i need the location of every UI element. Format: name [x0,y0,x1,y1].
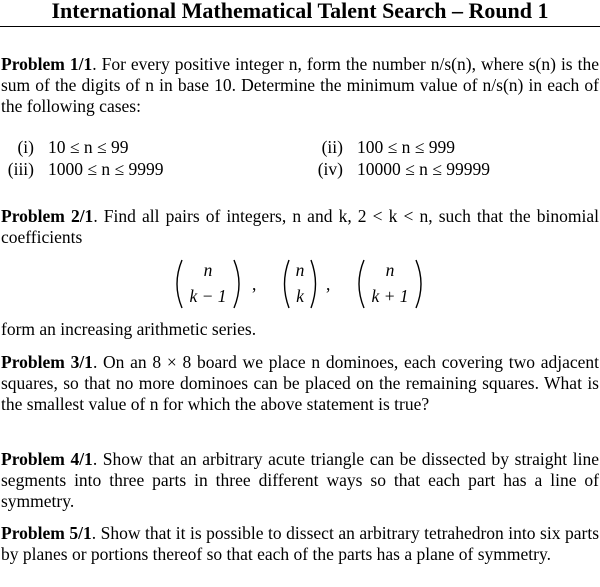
case-number: (i) [17,137,34,157]
case-number: (iii) [7,159,34,179]
case-number: (ii) [321,137,343,157]
binomial-2 [280,256,320,312]
problem-3-text: . On an 8 × 8 board we place n dominoes, each covering two adjacent squares, so that no more dominoes can be placed on the remaining squares. What is the smallest value of n for which the above statement is true? [1,352,600,414]
case-number: (iv) [317,159,343,179]
problem-5-text: . Show that it is possible to dissect an arbitrary tetrahedron into six parts by planes or portions thereof so that each of the parts has a plane of symmetry. [1,523,599,564]
problem-3-label: Problem 3/1 [1,352,93,372]
case-range: 1000 ≤ n ≤ 9999 [48,159,164,179]
problem-1-label: Problem 1/1 [1,54,93,74]
binomial-bottom: k [296,286,304,306]
binomial-top: n [385,260,395,280]
problem-4-label: Problem 4/1 [1,449,93,469]
binomial-separator: , [326,274,331,294]
binomial-coefficients [0,256,600,312]
problem-4 [1,449,599,512]
problem-2-text: . Find all pairs of integers, n and k, 2 < k < n, such that the binomial coefficients [1,206,599,247]
page-title: International Mathematical Talent Search – Round 1 [51,0,549,23]
problem-1 [1,54,599,117]
binomial-top: n [295,260,305,280]
case-range: 10 ≤ n ≤ 99 [48,137,129,157]
problem-2 [1,206,599,248]
title-rule [0,26,600,27]
case-item [0,158,163,180]
case-item [0,136,128,158]
case-range: 100 ≤ n ≤ 999 [357,137,455,157]
problem-4-text: . Show that an arbitrary acute triangle can be dissected by straight line segments into three parts in three different ways so that each part has a line of symmetry. [1,449,599,511]
binomial-bottom: k − 1 [189,286,227,306]
problem-2-label: Problem 2/1 [1,206,94,226]
binomial-1 [172,256,244,312]
problem-5 [1,523,599,565]
binomial-bottom: k + 1 [371,286,409,306]
problem-5-label: Problem 5/1 [1,523,92,543]
case-range: 10000 ≤ n ≤ 99999 [357,159,490,179]
problem-2-conclusion: form an increasing arithmetic series. [1,319,257,339]
problem-1-text: . For every positive integer n, form the number n/s(n), where s(n) is the sum of the digits of n in base 10. Determine the minimum value of n/s(n) in each of the following cases: [1,54,599,116]
case-item [309,136,455,158]
case-item [309,158,490,180]
binomial-3 [354,256,426,312]
binomial-separator: , [252,274,257,294]
binomial-top: n [203,260,213,280]
problem-3 [1,352,599,415]
